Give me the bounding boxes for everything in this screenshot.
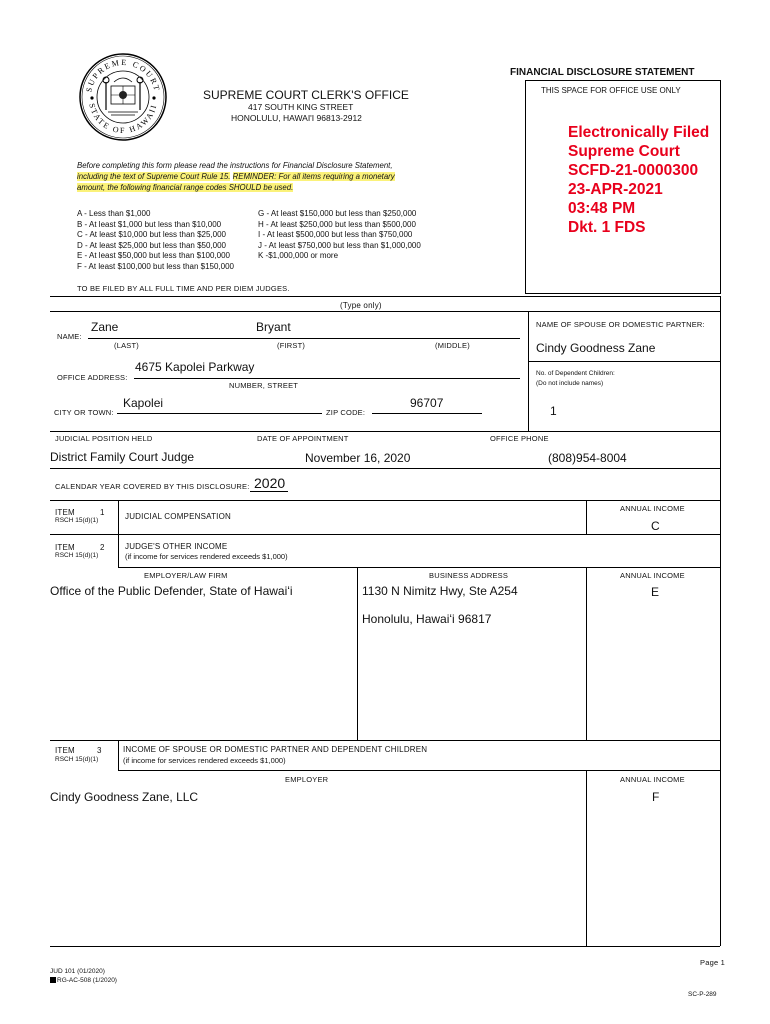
svg-text:STATE OF HAWAII: STATE OF HAWAII — [87, 102, 159, 136]
stamp-line-3: SCFD-21-0000300 — [568, 162, 699, 179]
electronic-filing-stamp — [568, 123, 709, 237]
instructions — [77, 160, 395, 193]
item3-employer-label: EMPLOYER — [285, 775, 329, 784]
zip-underline — [372, 413, 482, 414]
phone-label: OFFICE PHONE — [490, 434, 549, 443]
office-address-label: OFFICE ADDRESS: — [57, 373, 128, 382]
office-address-2: HONOLULU, HAWAI'I 96813-2912 — [231, 113, 362, 123]
type-only-label: (Type only) — [340, 301, 382, 310]
code-c: C - At least $10,000 but less than $25,000 — [77, 230, 226, 240]
position-label: JUDICIAL POSITION HELD — [55, 434, 153, 443]
business-address-line1: 1130 N Nimitz Hwy, Ste A254 — [362, 584, 518, 598]
office-address-1: 417 SOUTH KING STREET — [248, 102, 354, 112]
rule-item2 — [50, 534, 720, 535]
item3-employer-value: Cindy Goodness Zane, LLC — [50, 790, 199, 804]
stamp-line-6: Dkt. 1 FDS — [568, 219, 646, 236]
item3-rule: RSCH 15(d)(1) — [55, 756, 99, 763]
dependent-label-2: (Do not include names) — [536, 380, 604, 387]
spouse-rule — [528, 361, 720, 362]
rule-item1 — [50, 500, 720, 501]
office-name: SUPREME COURT CLERK'S OFFICE — [203, 88, 409, 102]
form-number-2 — [50, 977, 117, 984]
item2-rule: RSCH 15(d)(1) — [55, 552, 99, 559]
item2-income-label: ANNUAL INCOME — [620, 571, 685, 580]
financial-codes-right — [258, 209, 421, 262]
spouse-divider — [528, 311, 529, 431]
code-b: B - At least $1,000 but less than $10,000 — [77, 219, 222, 229]
svg-text:SUPREME COURT: SUPREME COURT — [84, 57, 162, 94]
stamp-line-5: 03:48 PM — [568, 200, 636, 217]
stamp-line-4: 23-APR-2021 — [568, 181, 663, 198]
address-underline — [134, 378, 520, 379]
item1-income-label: ANNUAL INCOME — [620, 504, 685, 513]
code-i: I - At least $500,000 but less than $750,000 — [258, 230, 413, 240]
item1-number: 1 — [100, 508, 105, 517]
dependent-count: 1 — [550, 404, 557, 418]
code-e: E - At least $50,000 but less than $100,000 — [77, 251, 230, 261]
form-number-1: JUD 101 (01/2020) — [50, 968, 105, 975]
item2-word: ITEM — [55, 543, 75, 552]
name-label: NAME: — [57, 332, 82, 341]
code-d: D - At least $25,000 but less than $50,000 — [77, 240, 226, 250]
item3-income-label: ANNUAL INCOME — [620, 775, 685, 784]
item1-income-divider — [586, 500, 587, 534]
page-number: Page 1 — [700, 958, 725, 967]
stamp-line-2: Supreme Court — [568, 143, 680, 160]
item3-subtitle: (if income for services rendered exceeds $1,000) — [123, 756, 286, 765]
form-code: SC-P-289 — [688, 991, 717, 998]
item2-col-divider-2 — [586, 567, 587, 740]
item3-number: 3 — [97, 746, 102, 755]
dependent-label-1: No. of Dependent Children: — [536, 370, 615, 377]
rule-bottom — [50, 946, 720, 947]
item1-word: ITEM — [55, 508, 75, 517]
last-label: (LAST) — [114, 341, 139, 350]
appointment-label: DATE OF APPOINTMENT — [257, 434, 349, 443]
financial-codes-left — [77, 209, 234, 273]
form-title: FINANCIAL DISCLOSURE STATEMENT — [510, 67, 695, 78]
item1-label — [55, 508, 105, 517]
spouse-name: Cindy Goodness Zane — [536, 341, 656, 355]
appointment-value: November 16, 2020 — [305, 451, 411, 465]
phone-value: (808)954-8004 — [548, 451, 627, 465]
item2-income-value: E — [651, 585, 660, 599]
employer-label: EMPLOYER/LAW FIRM — [144, 571, 228, 580]
number-street-label: NUMBER, STREET — [229, 381, 299, 390]
position-value: District Family Court Judge — [50, 450, 195, 464]
item3-income-value: F — [652, 790, 660, 804]
instructions-line-2a: including the text of Supreme Court Rule 15. — [77, 172, 231, 181]
rule-item3-header — [118, 770, 720, 771]
instructions-line-3-text: amount, the following financial range codes SHOULD be used. — [77, 183, 294, 192]
rule-item3 — [50, 740, 720, 741]
rule-year — [50, 468, 720, 469]
rule-item2-header — [118, 567, 720, 568]
office-address-value: 4675 Kapolei Parkway — [135, 360, 255, 374]
year-value: 2020 — [254, 475, 286, 491]
rule-position — [50, 431, 720, 432]
item2-number: 2 — [100, 543, 105, 552]
instructions-line-1: Before completing this form please read the instructions for Financial Disclosure Statement, — [77, 161, 393, 170]
code-f: F - At least $100,000 but less than $150,000 — [77, 261, 234, 271]
item2-label — [55, 543, 105, 552]
code-g: G - At least $150,000 but less than $250,000 — [258, 209, 417, 218]
year-underline — [250, 491, 288, 492]
item3-label — [55, 746, 102, 755]
city-underline — [117, 413, 322, 414]
name-underline — [88, 338, 520, 339]
court-seal — [78, 52, 168, 142]
office-use-label: THIS SPACE FOR OFFICE USE ONLY — [541, 86, 681, 95]
business-address-line2: Honolulu, Hawaiʻi 96817 — [362, 612, 492, 626]
item2-subtitle: (if income for services rendered exceeds $1,000) — [125, 552, 288, 561]
filed-by-note: TO BE FILED BY ALL FULL TIME AND PER DIEM JUDGES. — [77, 284, 290, 293]
year-label: CALENDAR YEAR COVERED BY THIS DISCLOSURE: — [55, 482, 250, 491]
item3-col-divider — [586, 770, 587, 946]
item2-col-divider-1 — [357, 567, 358, 740]
city-label: CITY OR TOWN: — [54, 408, 114, 417]
item3-title: INCOME OF SPOUSE OR DOMESTIC PARTNER AND DEPENDENT CHILDREN — [123, 745, 428, 754]
item1-rule: RSCH 15(d)(1) — [55, 517, 99, 524]
item1-income-value: C — [651, 519, 660, 533]
city-value: Kapolei — [123, 396, 164, 410]
code-j: J - At least $750,000 but less than $1,000,000 — [258, 240, 421, 250]
middle-label: (MIDDLE) — [435, 341, 470, 350]
code-k: K -$1,000,000 or more — [258, 251, 339, 261]
form-mark-icon — [50, 977, 56, 983]
spouse-label: NAME OF SPOUSE OR DOMESTIC PARTNER: — [536, 320, 705, 329]
frame-right — [720, 296, 721, 946]
item2-title: JUDGE'S OTHER INCOME — [125, 542, 228, 551]
employer-value: Office of the Public Defender, State of Hawaiʻi — [50, 584, 293, 598]
business-address-label: BUSINESS ADDRESS — [429, 571, 509, 580]
name-last: Zane — [91, 320, 119, 334]
code-h: H - At least $250,000 but less than $500,000 — [258, 219, 416, 229]
item3-word: ITEM — [55, 746, 75, 755]
item1-title: JUDICIAL COMPENSATION — [125, 512, 231, 521]
instructions-reminder: REMINDER: For all items requiring a monetary — [232, 172, 395, 181]
instructions-line-2 — [77, 171, 395, 182]
rule-type-only — [50, 311, 720, 312]
instructions-line-3 — [77, 182, 395, 193]
zip-label: ZIP CODE: — [326, 408, 366, 417]
stamp-line-1: Electronically Filed — [568, 124, 710, 141]
name-first: Bryant — [256, 320, 291, 334]
zip-value: 96707 — [410, 396, 444, 410]
code-a: A - Less than $1,000 — [77, 209, 151, 218]
rule-top — [50, 296, 720, 297]
item3-box — [50, 740, 119, 770]
first-label: (FIRST) — [277, 341, 306, 350]
form-number-2-text: RG-AC-508 (1/2020) — [57, 977, 117, 984]
